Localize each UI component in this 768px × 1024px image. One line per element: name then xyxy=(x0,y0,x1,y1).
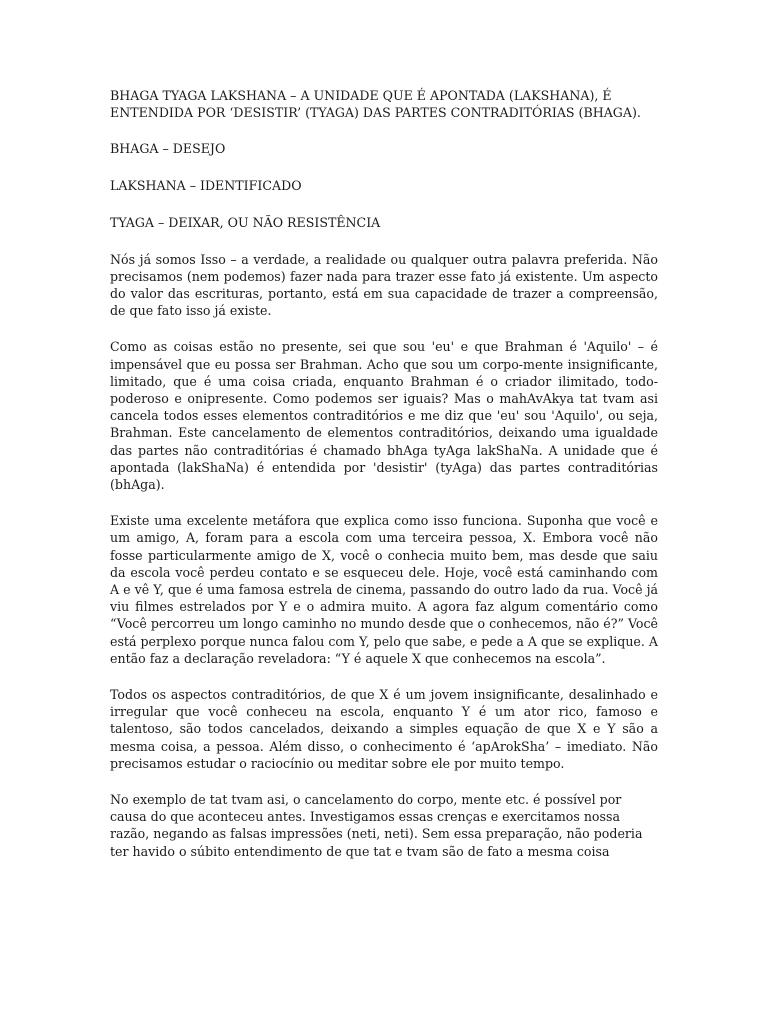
body-paragraph: Todos os aspectos contraditórios, de que X é um jovem insignificante, desalinhado e irregular que você conheceu na escola, enquanto Y é um ator rico, famoso e talentoso, são todos cancelados, deixando a simples equação de que X e Y são a mesma coisa, a pessoa. Além disso, o conhecimento é ‘apArokSha’ – imediato. Não precisamos estudar o raciocínio ou meditar sobre ele por muito tempo. xyxy=(110,686,658,771)
definition-lakshana: LAKSHANA – IDENTIFICADO xyxy=(110,178,302,194)
document-title: BHAGA TYAGA LAKSHANA – A UNIDADE QUE É APONTADA (LAKSHANA), É ENTENDIDA POR ‘DESISTIR’ (TYAGA) DAS PARTES CONTRADITÓRIAS (BHAGA). xyxy=(110,88,641,121)
body-paragraph: Nós já somos Isso – a verdade, a realidade ou qualquer outra palavra preferida. Não precisamos (nem podemos) fazer nada para trazer esse fato já existente. Um aspecto do valor das escrituras, portanto, está em sua capacidade de trazer a compreensão, de que fato isso já existe. xyxy=(110,251,658,319)
body-paragraph: Existe uma excelente metáfora que explica como isso funciona. Suponha que você e um amigo, A, foram para a escola com uma terceira pessoa, X. Embora você não fosse particularmente amigo de X, você o conhecia muito bem, mas desde que saiu da escola você perdeu contato e se esqueceu dele. Hoje, você está caminhando com A e vê Y, que é uma famosa estrela de cinema, passando do outro lado da rua. Você já viu filmes estrelados por Y e o admira muito. A agora faz algum comentário como “Você percorreu um longo caminho no mundo desde que o conhecemos, não é?” Você está perplexo porque nunca falou com Y, pelo que sabe, e pede a A que se explique. A então faz a declaração reveladora: “Y é aquele X que conhecemos na escola”. xyxy=(110,513,658,666)
document-body xyxy=(110,87,658,879)
body-paragraph: No exemplo de tat tvam asi, o cancelamento do corpo, mente etc. é possível por causa do que aconteceu antes. Investigamos essas crenças e exercitamos nossa razão, negando as falsas impressões (neti, neti). Sem essa preparação, não poderia ter havido o súbito entendimento de que tat e tvam são de fato a mesma coisa xyxy=(110,792,643,859)
body-paragraph: Como as coisas estão no presente, sei que sou 'eu' e que Brahman é 'Aquilo' – é impensável que eu possa ser Brahman. Acho que sou um corpo-mente insignificante, limitado, que é uma coisa criada, enquanto Brahman é o criador ilimitado, todo-poderoso e onipresente. Como podemos ser iguais? Mas o mahAvAkya tat tvam asi cancela todos esses elementos contraditórios e me diz que 'eu' sou 'Aquilo', ou seja, Brahman. Este cancelamento de elementos contraditórios, deixando uma igualdade das partes não contraditórias é chamado bhAga tyAga lakShaNa. A unidade que é apontada (lakShaNa) é entendida por 'desistir' (tyAga) das partes contraditórias (bhAga). xyxy=(110,339,658,492)
definition-bhaga: BHAGA – DESEJO xyxy=(110,141,226,157)
definition-tyaga: TYAGA – DEIXAR, OU NÃO RESISTÊNCIA xyxy=(110,214,381,230)
